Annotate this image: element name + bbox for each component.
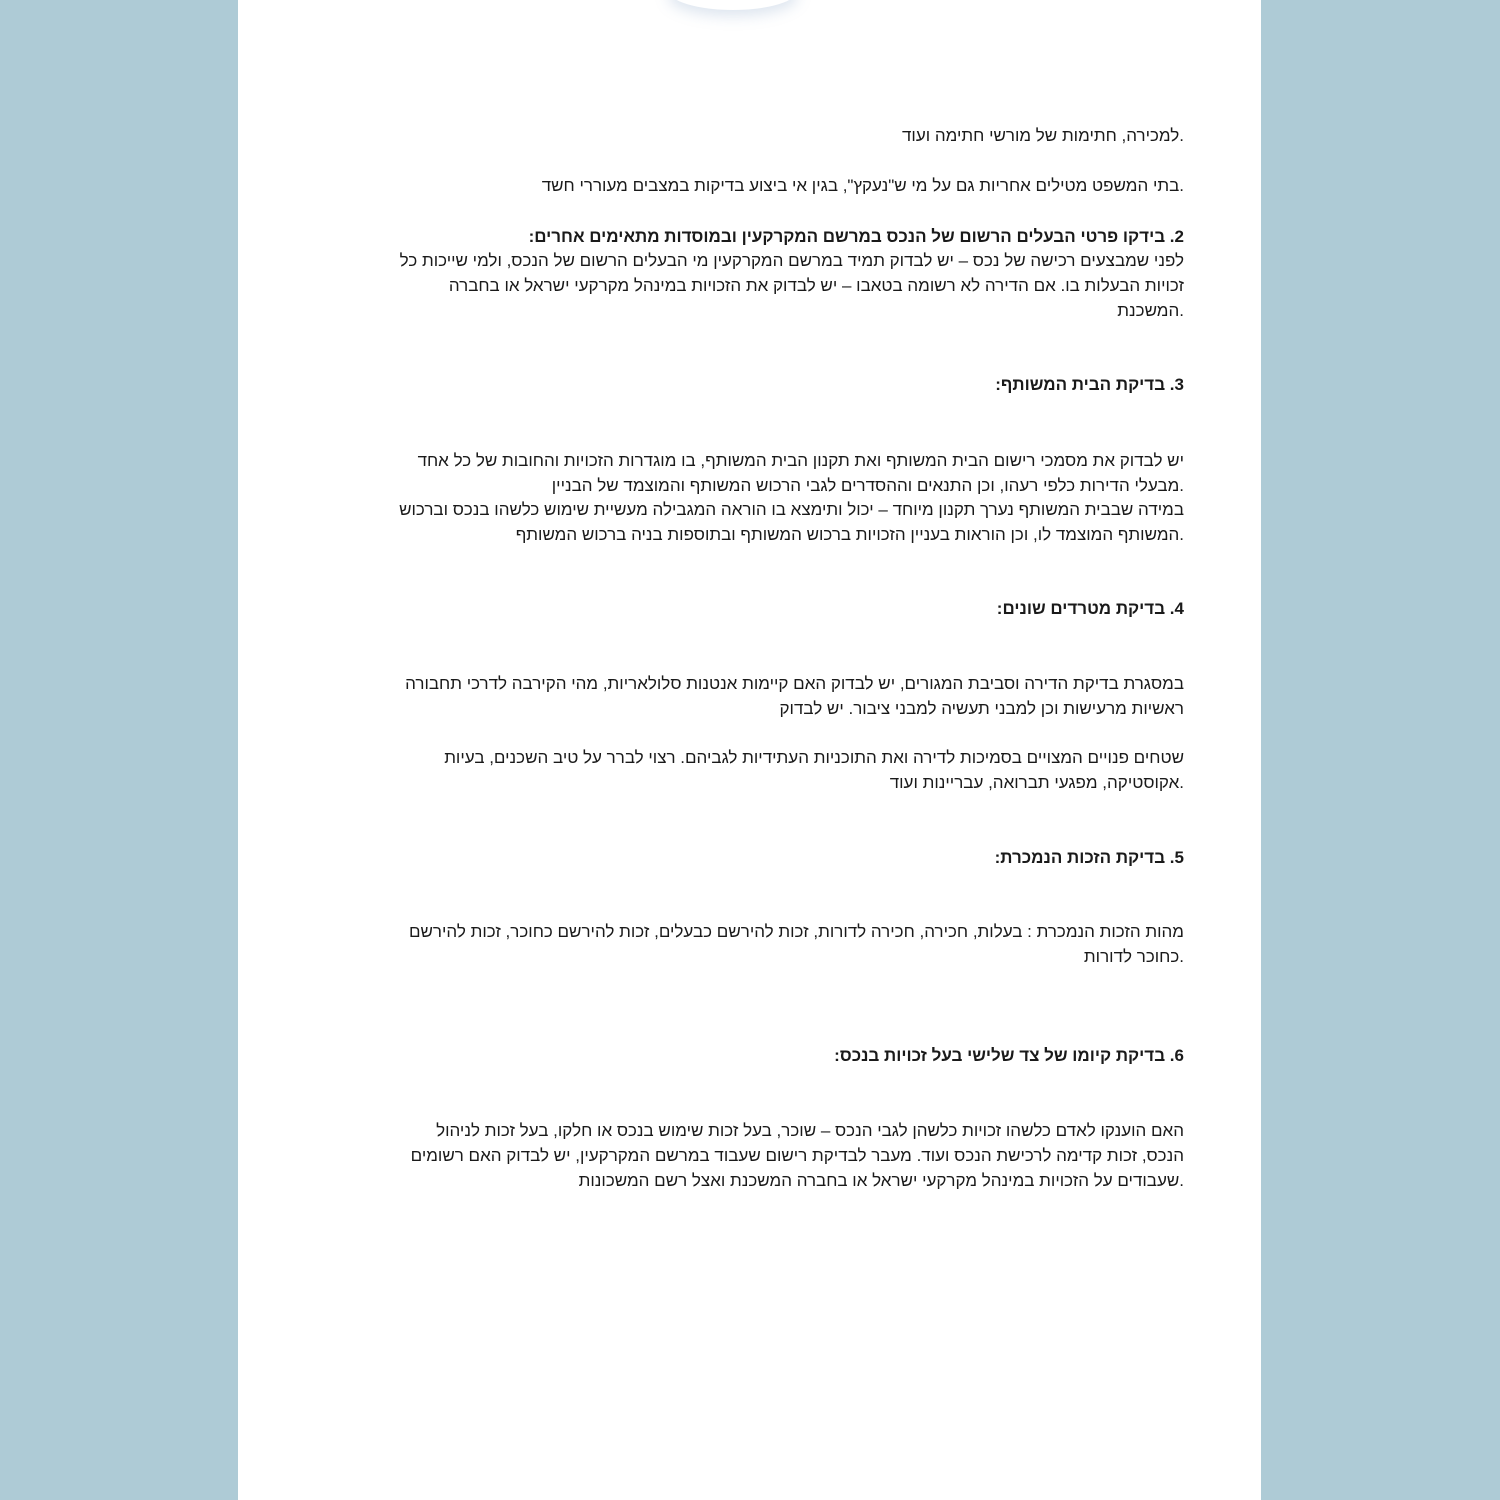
section-6-heading: 6. בדיקת קיומו של צד שלישי בעל זכויות בנכס:: [834, 1046, 1184, 1065]
section-6-text-line: הנכס, זכות קדימה לרכישת הנכס ועוד. מעבר לבדיקת רישום שעבוד במרשם המקרקעין, יש לבדוק האם רשומים: [410, 1146, 1184, 1165]
section-4-text-line: ראשיות מרעישות וכן למבני תעשיה למבני ציבור. יש לבדוק: [779, 699, 1184, 718]
section-3-text-line: יש לבדוק את מסמכי רישום הבית המשותף ואת תקנון הבית המשותף, בו מוגדרות הזכויות והחובות של כל אחד: [417, 451, 1184, 470]
section-3-text-line: .מבעלי הדירות כלפי רעהו, וכן התנאים וההסדרים לגבי הרכוש המשותף והמוצמד של הבניין: [551, 476, 1184, 495]
section-4-text-line: .אקוסטיקה, מפגעי תברואה, עבריינות ועוד: [889, 773, 1184, 792]
section-3-heading: 3. בדיקת הבית המשותף:: [995, 375, 1184, 394]
section-6-text-line: .שעבודים על הזכויות במינהל מקרקעי ישראל או בחברה המשכנת ואצל רשם המשכונות: [578, 1171, 1184, 1190]
document-page: [238, 0, 1261, 1500]
section-2-text-line: .המשכנת: [1117, 301, 1184, 320]
section-4-heading: 4. בדיקת מטרדים שונים:: [996, 599, 1184, 618]
continuation-line: .בתי המשפט מטילים אחריות גם על מי ש"נעקץ", בגין אי ביצוע בדיקות במצבים מעוררי חשד: [541, 176, 1184, 195]
section-3-text-line: במידה שבבית המשותף נערך תקנון מיוחד – יכול ותימצא בו הוראה המגבילה מעשיית שימוש כלשהו בנכס וברכוש: [399, 500, 1184, 519]
section-2-text-line: לפני שמבצעים רכישה של נכס – יש לבדוק תמיד במרשם המקרקעין מי הבעלים הרשום של הנכס, ולמי שייכות כל: [399, 251, 1184, 270]
section-5-heading: 5. בדיקת הזכות הנמכרת:: [994, 848, 1184, 867]
page-top-shadow: [668, 0, 798, 10]
section-2-text-line: זכויות הבעלות בו. אם הדירה לא רשומה בטאבו – יש לבדוק את הזכויות במינהל מקרקעי ישראל או בחברה: [448, 276, 1184, 295]
section-5-text-line: מהות הזכות הנמכרת : בעלות, חכירה, חכירה לדורות, זכות להירשם כבעלים, זכות להירשם כחוכר, זכות להירשם: [408, 922, 1184, 941]
section-6-text-line: האם הוענקו לאדם כלשהו זכויות כלשהן לגבי הנכס – שוכר, בעל זכות שימוש בנכס או חלקו, בעל זכות לניהול: [436, 1121, 1184, 1140]
section-3-text-line: .המשותף המוצמד לו, וכן הוראות בעניין הזכויות ברכוש המשותף ובתוספות בניה ברכוש המשותף: [515, 525, 1184, 544]
section-5-text-line: .כחוכר לדורות: [1083, 947, 1184, 966]
section-4-text-line: שטחים פנויים המצויים בסמיכות לדירה ואת התוכניות העתידיות לגביהם. רצוי לברר על טיב השכנים, בעיות: [444, 748, 1184, 767]
section-4-text-line: במסגרת בדיקת הדירה וסביבת המגורים, יש לבדוק האם קיימות אנטנות סלולאריות, מהי הקירבה לדרכי תחבורה: [405, 674, 1184, 693]
section-2-heading: 2. בידקו פרטי הבעלים הרשום של הנכס במרשם המקרקעין ובמוסדות מתאימים אחרים:: [528, 227, 1184, 246]
continuation-line: .למכירה, חתימות של מורשי חתימה ועוד: [902, 126, 1184, 145]
